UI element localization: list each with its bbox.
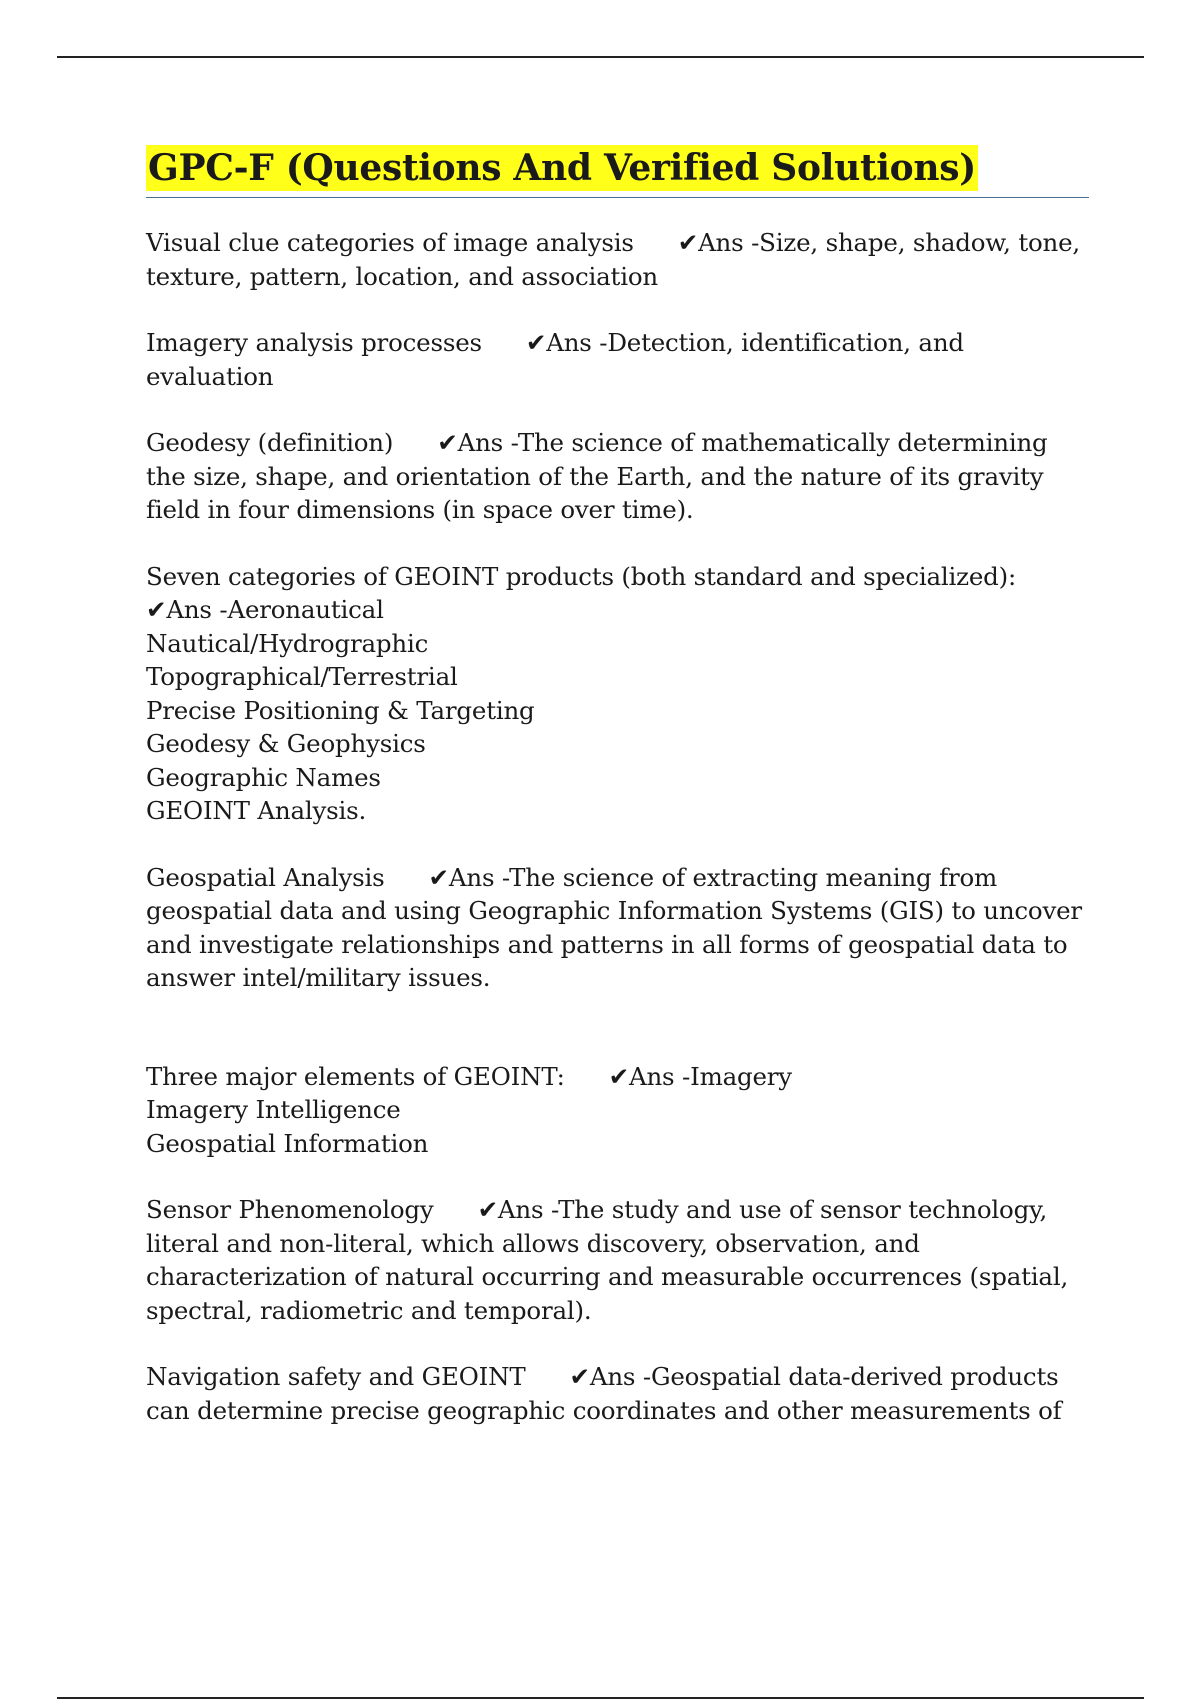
check-icon: ✔ (525, 328, 547, 357)
answer-line: Imagery Intelligence (146, 1095, 401, 1124)
answer-text: Ans -Size, shape, shadow, tone, texture, pattern, location, and association (146, 228, 1080, 291)
answer-line: Topographical/Terrestrial (146, 662, 458, 691)
check-icon: ✔ (437, 428, 458, 457)
question-text: Seven categories of GEOINT products (both standard and specialized): (146, 561, 1017, 591)
header-rule (57, 56, 1144, 58)
question-text: Visual clue categories of image analysis (146, 228, 634, 257)
answer-text: Ans -Detection, identification, and evaluation (146, 328, 964, 391)
question-text: Three major elements of GEOINT: (146, 1061, 565, 1091)
answer-line: Geospatial Information (146, 1128, 429, 1158)
qa-item (146, 1193, 1089, 1327)
answer-text: Ans -Imagery (628, 1061, 792, 1091)
question-text: Geospatial Analysis (146, 862, 385, 892)
check-icon: ✔ (677, 228, 699, 257)
qa-item (146, 1060, 1089, 1161)
question-text: Sensor Phenomenology (146, 1195, 434, 1224)
answer-line (146, 593, 1089, 627)
check-icon: ✔ (428, 862, 449, 892)
question-text: Imagery analysis processes (146, 328, 482, 357)
qa-item (146, 861, 1089, 995)
question-text: Navigation safety and GEOINT (146, 1362, 526, 1391)
title-block (146, 145, 1089, 198)
check-icon: ✔ (608, 1061, 629, 1091)
qa-item (146, 326, 1089, 393)
qa-item (146, 226, 1089, 293)
answer-line: Geodesy & Geophysics (146, 729, 426, 758)
footer-rule (57, 1697, 1144, 1699)
check-icon: ✔ (146, 595, 167, 624)
qa-item (146, 560, 1089, 828)
answer-line: Nautical/Hydrographic (146, 628, 429, 658)
answer-line: GEOINT Analysis. (146, 796, 367, 825)
check-icon: ✔ (569, 1362, 590, 1391)
qa-item (146, 426, 1089, 527)
answer-text: Ans -Aeronautical (166, 595, 384, 624)
question-text: Geodesy (definition) (146, 428, 394, 457)
check-icon: ✔ (477, 1195, 498, 1224)
answer-text: Ans -The science of extracting meaning from geospatial data and using Geographic Information Systems (GIS) to uncover and investigate relationships and patterns in all forms of geospatial data to answer intel/military issues. (146, 862, 1082, 992)
answer-line: Precise Positioning & Targeting (146, 695, 535, 725)
answer-line: Geographic Names (146, 762, 381, 792)
document-page (146, 145, 1089, 1460)
qa-item (146, 1360, 1089, 1427)
answer-text: Ans -The study and use of sensor technology, literal and non-literal, which allows discovery, observation, and characterization of natural occurring and measurable occurrences (spatial, spectral, radiometric and temporal). (146, 1195, 1069, 1325)
document-title: GPC-F (Questions And Verified Solutions) (148, 147, 976, 189)
answer-text: Ans -The science of mathematically determining the size, shape, and orientation of the Earth, and the nature of its gravity field in four dimensions (in space over time). (146, 428, 1048, 524)
answer-text: Ans -Geospatial data-derived products can determine precise geographic coordinates and other measurements of (146, 1362, 1062, 1425)
